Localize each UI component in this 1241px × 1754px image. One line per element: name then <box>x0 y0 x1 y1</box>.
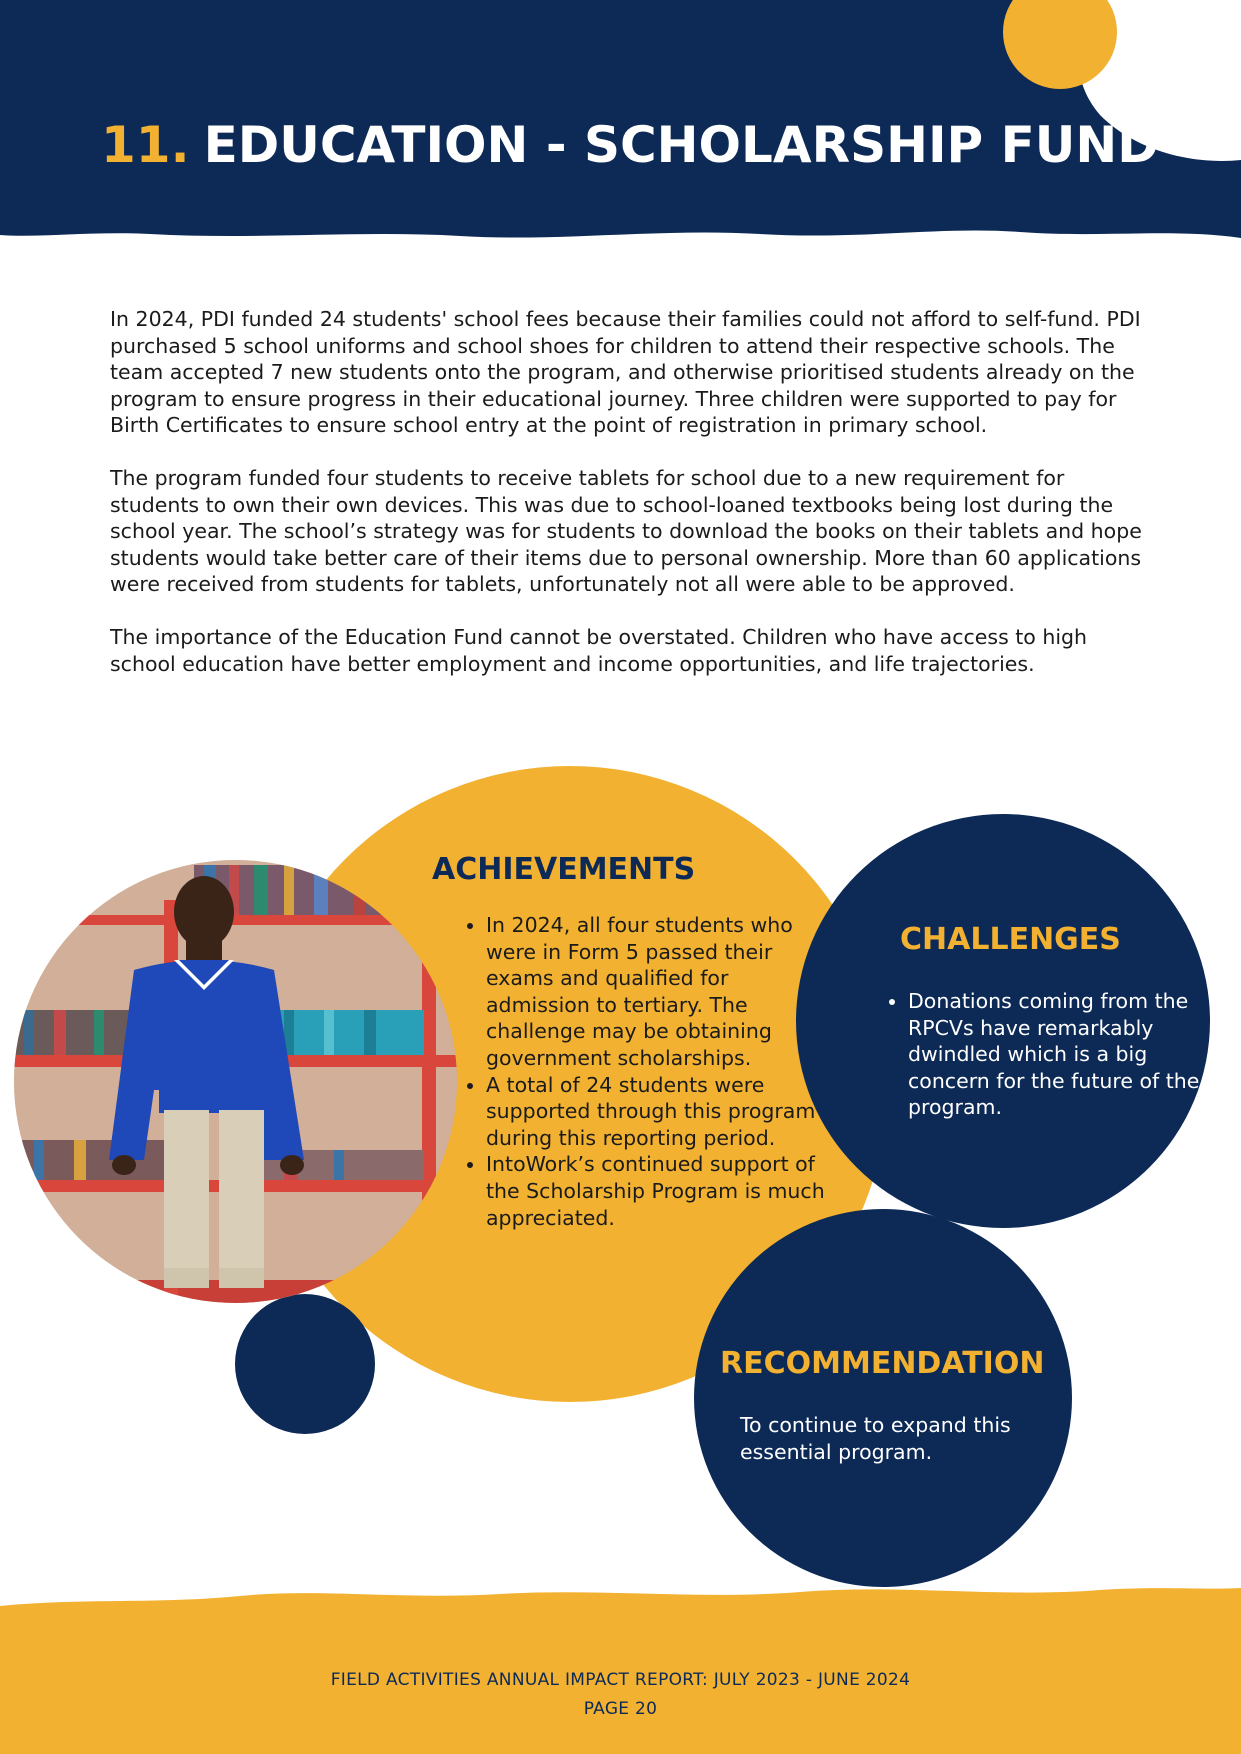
recommendation-circle <box>694 1209 1072 1587</box>
achievements-list <box>458 912 826 1231</box>
page-title <box>101 116 1159 174</box>
footer-page-number: PAGE 20 <box>583 1699 658 1719</box>
intro-paragraph: The program funded four students to receive tablets for school due to a new requirement for students to own their own devices. This was due to school-loaned textbooks being lost during the school year. The school’s strategy was for students to download the books on their tablets and hope students would take better care of their items due to personal ownership. More than 60 applications were received from students for tablets, unfortunately not all were able to be approved. <box>110 465 1142 597</box>
list-item: • IntoWork’s continued support of the Scholarship Program is much appreciated. <box>486 1151 826 1231</box>
student-photo-illustration <box>14 860 457 1303</box>
list-item: • Donations coming from the RPCVs have remarkably dwindled which is a big concern for the future of the program. <box>908 988 1208 1121</box>
intro-text <box>110 306 1145 703</box>
page-footer <box>0 1666 1241 1724</box>
list-item: • A total of 24 students were supported through this program during this reporting period. <box>486 1072 826 1152</box>
achievements-heading: ACHIEVEMENTS <box>432 852 696 887</box>
section-title: EDUCATION - SCHOLARSHIP FUND <box>203 116 1159 174</box>
student-photo <box>14 860 457 1303</box>
challenges-list <box>880 988 1208 1121</box>
recommendation-heading: RECOMMENDATION <box>720 1346 1045 1381</box>
section-number: 11. <box>101 116 190 174</box>
challenges-heading: CHALLENGES <box>900 922 1121 957</box>
list-item: • In 2024, all four students who were in Form 5 passed their exams and qualified for admission to tertiary. The challenge may be obtaining government scholarships. <box>486 912 826 1072</box>
footer-report-title: FIELD ACTIVITIES ANNUAL IMPACT REPORT: JULY 2023 - JUNE 2024 <box>330 1670 911 1690</box>
decorative-navy-dot <box>235 1294 375 1434</box>
intro-paragraph: The importance of the Education Fund cannot be overstated. Children who have access to high school education have better employment and income opportunities, and life trajectories. <box>110 624 1088 676</box>
intro-paragraph: In 2024, PDI funded 24 students' school fees because their families could not afford to self-fund. PDI purchased 5 school uniforms and school shoes for children to attend their respective schools. The team accepted 7 new students onto the program, and otherwise prioritised students already on the program to ensure progress in their educational journey. Three children were supported to pay for Birth Certificates to ensure school entry at the point of registration in primary school. <box>110 307 1141 438</box>
recommendation-text: To continue to expand this essential program. <box>740 1413 1011 1464</box>
